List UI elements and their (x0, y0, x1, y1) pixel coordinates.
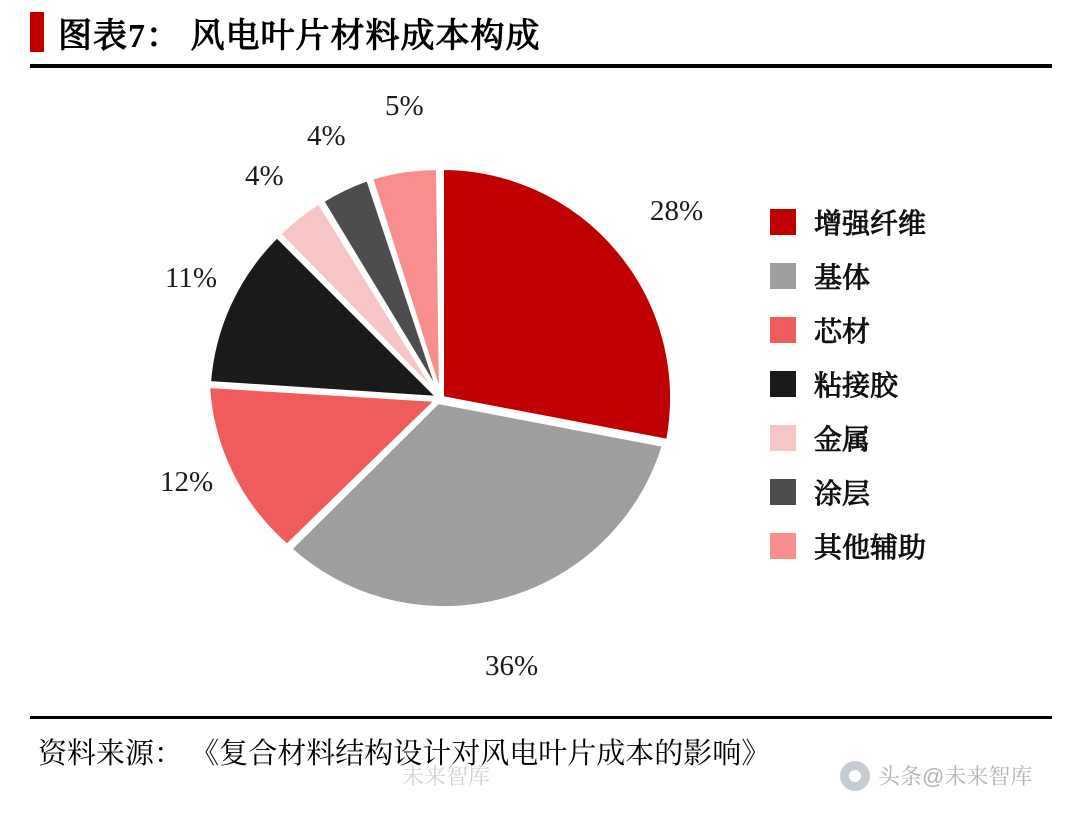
figure-title-block (30, 8, 1050, 64)
legend-swatch-icon (770, 533, 796, 559)
pie-svg (190, 150, 690, 650)
title-divider (30, 64, 1052, 68)
legend-label: 基体 (814, 263, 871, 294)
legend-label: 涂层 (814, 479, 871, 510)
legend-label: 粘接胶 (814, 371, 899, 402)
pie-slices (208, 168, 672, 608)
legend-label: 其他辅助 (814, 533, 927, 564)
legend-label: 增强纤维 (814, 209, 927, 240)
legend-swatch-icon (770, 479, 796, 505)
pie-label-1: 36% (485, 650, 539, 682)
legend-item[interactable] (770, 303, 1040, 357)
legend-swatch-icon (770, 317, 796, 343)
pie-label-3: 11% (165, 262, 218, 294)
watermark-center-text: 未来智库 (402, 764, 491, 789)
legend-label: 金属 (814, 425, 871, 456)
legend-item[interactable] (770, 519, 1040, 573)
legend-item[interactable] (770, 411, 1040, 465)
watermark (840, 760, 1032, 791)
pie-slice-0 (442, 168, 672, 441)
legend-item[interactable] (770, 195, 1040, 249)
pie-chart (190, 150, 690, 650)
legend-item[interactable] (770, 357, 1040, 411)
chart-legend (770, 195, 1040, 573)
legend-swatch-icon (770, 425, 796, 451)
source-note: 资料来源： 《复合材料结构设计对风电叶片成本的影响》 (38, 738, 771, 770)
pie-label-4: 4% (245, 160, 284, 192)
pie-label-6: 5% (385, 90, 424, 122)
legend-swatch-icon (770, 371, 796, 397)
pie-label-0: 28% (650, 195, 704, 227)
watermark-logo-icon (840, 761, 870, 791)
legend-label: 芯材 (814, 317, 871, 348)
watermark-text: 头条@未来智库 (878, 764, 1033, 789)
legend-item[interactable] (770, 465, 1040, 519)
title-accent-bar (30, 12, 44, 52)
source-divider (30, 716, 1052, 719)
page-title: 图表7： 风电叶片材料成本构成 (58, 18, 541, 55)
legend-item[interactable] (770, 249, 1040, 303)
pie-label-2: 12% (160, 466, 214, 498)
legend-swatch-icon (770, 263, 796, 289)
pie-label-5: 4% (307, 120, 346, 152)
legend-swatch-icon (770, 209, 796, 235)
chart-area (30, 70, 1052, 714)
